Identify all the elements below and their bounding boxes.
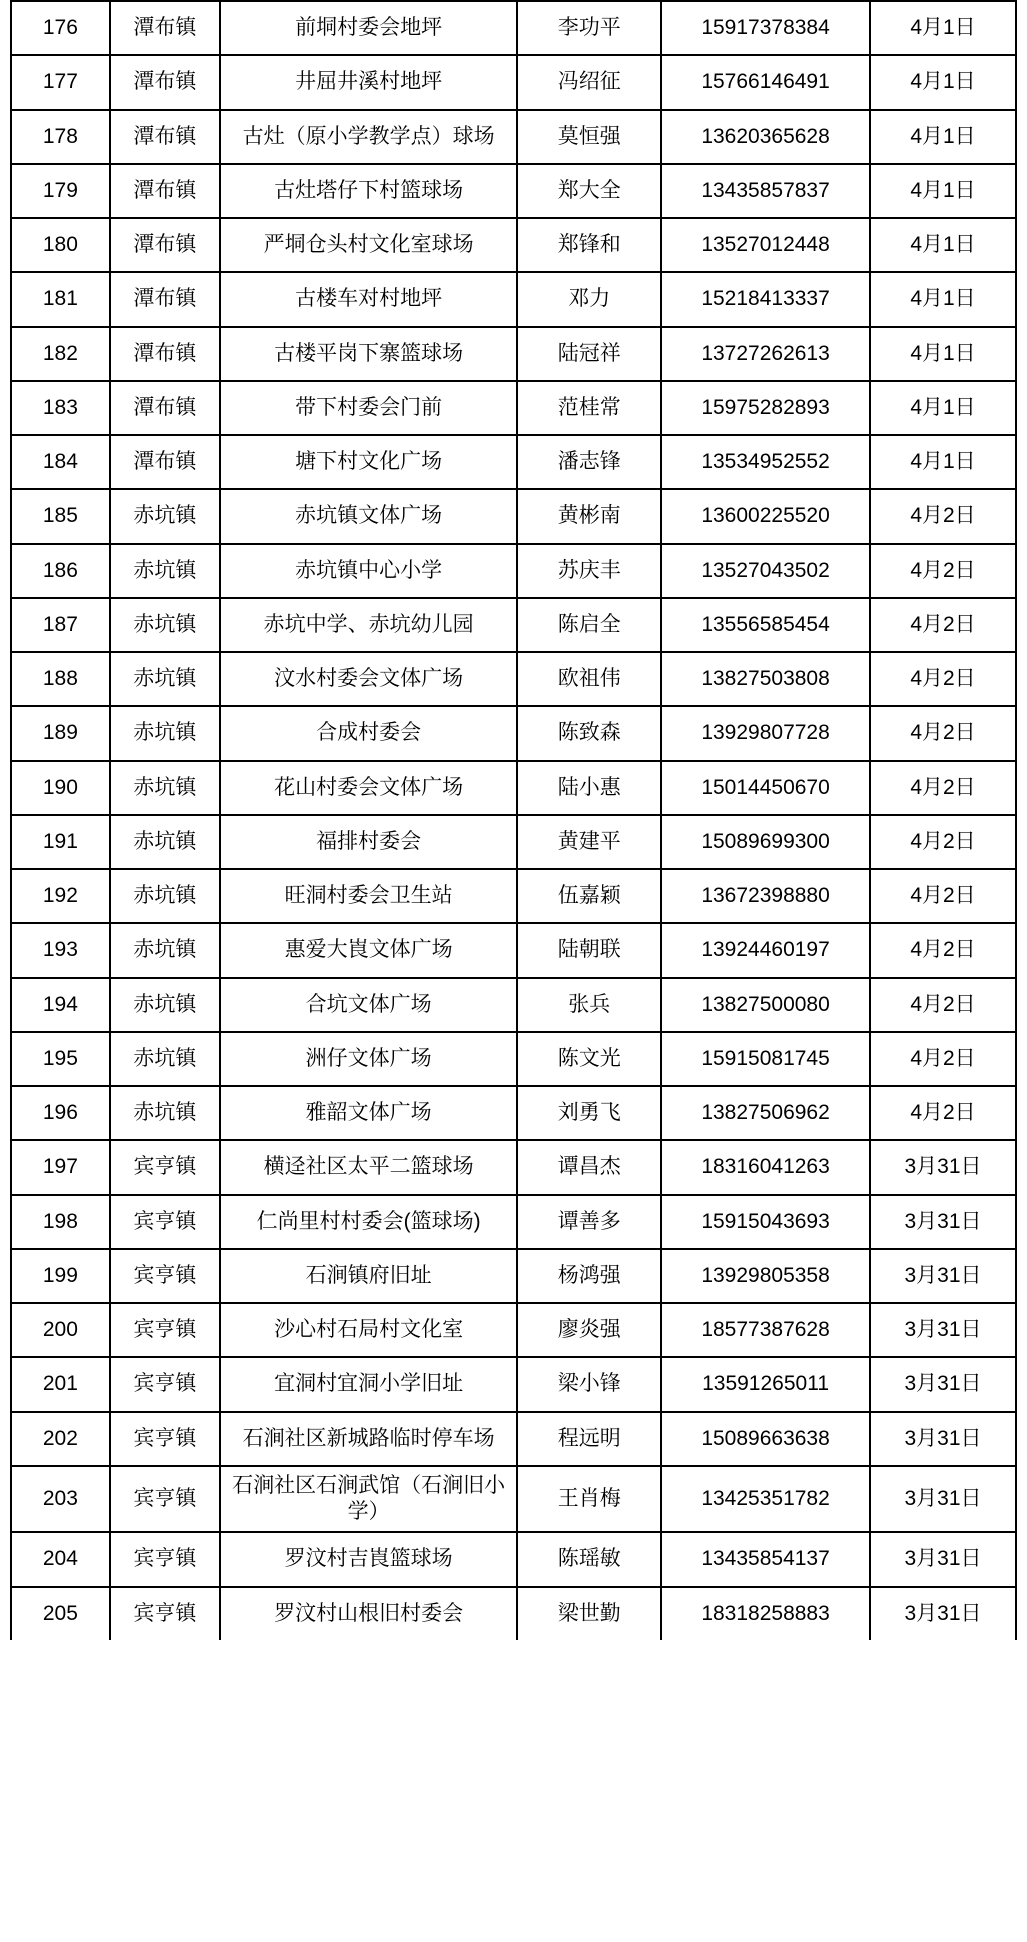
row-date-cell: 4月1日 [870, 164, 1016, 218]
row-phone-cell: 15089663638 [661, 1412, 870, 1466]
row-place-cell: 石涧社区新城路临时停车场 [220, 1412, 518, 1466]
row-town-cell: 赤坑镇 [110, 706, 220, 760]
row-date-cell: 3月31日 [870, 1303, 1016, 1357]
row-contact-name-cell: 郑大全 [517, 164, 661, 218]
row-date-cell: 4月2日 [870, 761, 1016, 815]
row-contact-name-cell: 黄建平 [517, 815, 661, 869]
row-place-cell: 赤坑镇中心小学 [220, 544, 518, 598]
table-row [11, 1140, 1016, 1194]
table-row [11, 435, 1016, 489]
row-date-cell: 4月1日 [870, 1, 1016, 55]
row-town-cell: 潭布镇 [110, 435, 220, 489]
table-row [11, 1587, 1016, 1640]
row-date-cell: 3月31日 [870, 1195, 1016, 1249]
row-index-cell: 199 [11, 1249, 110, 1303]
row-index-cell: 177 [11, 55, 110, 109]
row-date-cell: 4月2日 [870, 652, 1016, 706]
table-row [11, 1412, 1016, 1466]
row-place-cell: 严垌仓头村文化室球场 [220, 218, 518, 272]
row-index-cell: 179 [11, 164, 110, 218]
row-index-cell: 182 [11, 327, 110, 381]
table-row [11, 869, 1016, 923]
table-row [11, 1303, 1016, 1357]
row-town-cell: 潭布镇 [110, 327, 220, 381]
row-phone-cell: 13534952552 [661, 435, 870, 489]
row-place-cell: 赤坑镇文体广场 [220, 489, 518, 543]
row-place-cell: 罗汶村山根旧村委会 [220, 1587, 518, 1640]
row-contact-name-cell: 苏庆丰 [517, 544, 661, 598]
row-phone-cell: 15014450670 [661, 761, 870, 815]
table-row [11, 598, 1016, 652]
table-row [11, 1086, 1016, 1140]
row-town-cell: 赤坑镇 [110, 1086, 220, 1140]
row-date-cell: 4月1日 [870, 55, 1016, 109]
row-place-cell: 雅韶文体广场 [220, 1086, 518, 1140]
row-town-cell: 赤坑镇 [110, 815, 220, 869]
row-phone-cell: 13727262613 [661, 327, 870, 381]
row-date-cell: 4月2日 [870, 1086, 1016, 1140]
row-contact-name-cell: 黄彬南 [517, 489, 661, 543]
row-place-cell: 汶水村委会文体广场 [220, 652, 518, 706]
row-contact-name-cell: 陈瑶敏 [517, 1532, 661, 1586]
row-contact-name-cell: 王肖梅 [517, 1466, 661, 1533]
row-index-cell: 202 [11, 1412, 110, 1466]
row-phone-cell: 13527012448 [661, 218, 870, 272]
row-place-cell: 塘下村文化广场 [220, 435, 518, 489]
row-date-cell: 4月1日 [870, 218, 1016, 272]
row-phone-cell: 15766146491 [661, 55, 870, 109]
row-date-cell: 4月1日 [870, 381, 1016, 435]
row-contact-name-cell: 欧祖伟 [517, 652, 661, 706]
row-town-cell: 宾亨镇 [110, 1357, 220, 1411]
row-date-cell: 4月2日 [870, 1032, 1016, 1086]
row-phone-cell: 18577387628 [661, 1303, 870, 1357]
row-town-cell: 宾亨镇 [110, 1412, 220, 1466]
row-town-cell: 潭布镇 [110, 1, 220, 55]
row-index-cell: 189 [11, 706, 110, 760]
row-index-cell: 191 [11, 815, 110, 869]
table-row [11, 55, 1016, 109]
row-town-cell: 赤坑镇 [110, 869, 220, 923]
row-index-cell: 183 [11, 381, 110, 435]
table-row [11, 272, 1016, 326]
row-index-cell: 186 [11, 544, 110, 598]
table-row [11, 1, 1016, 55]
row-contact-name-cell: 陆小惠 [517, 761, 661, 815]
row-date-cell: 4月2日 [870, 869, 1016, 923]
table-row [11, 164, 1016, 218]
row-date-cell: 3月31日 [870, 1357, 1016, 1411]
row-town-cell: 宾亨镇 [110, 1303, 220, 1357]
row-contact-name-cell: 范桂常 [517, 381, 661, 435]
table-row [11, 978, 1016, 1032]
row-phone-cell: 15975282893 [661, 381, 870, 435]
row-contact-name-cell: 莫恒强 [517, 110, 661, 164]
row-index-cell: 187 [11, 598, 110, 652]
row-index-cell: 180 [11, 218, 110, 272]
row-index-cell: 188 [11, 652, 110, 706]
row-date-cell: 3月31日 [870, 1140, 1016, 1194]
row-place-cell: 合成村委会 [220, 706, 518, 760]
row-place-cell: 石涧社区石涧武馆（石涧旧小学） [220, 1466, 518, 1533]
row-phone-cell: 13527043502 [661, 544, 870, 598]
row-phone-cell: 13672398880 [661, 869, 870, 923]
row-place-cell: 古灶塔仔下村篮球场 [220, 164, 518, 218]
row-contact-name-cell: 陈致森 [517, 706, 661, 760]
row-place-cell: 花山村委会文体广场 [220, 761, 518, 815]
row-town-cell: 赤坑镇 [110, 1032, 220, 1086]
table-row [11, 1466, 1016, 1533]
row-town-cell: 赤坑镇 [110, 598, 220, 652]
row-index-cell: 192 [11, 869, 110, 923]
row-contact-name-cell: 冯绍征 [517, 55, 661, 109]
row-town-cell: 赤坑镇 [110, 544, 220, 598]
table-row [11, 489, 1016, 543]
row-contact-name-cell: 谭昌杰 [517, 1140, 661, 1194]
row-date-cell: 3月31日 [870, 1466, 1016, 1533]
row-contact-name-cell: 廖炎强 [517, 1303, 661, 1357]
row-date-cell: 4月1日 [870, 110, 1016, 164]
row-index-cell: 193 [11, 923, 110, 977]
row-index-cell: 185 [11, 489, 110, 543]
row-phone-cell: 15089699300 [661, 815, 870, 869]
row-town-cell: 潭布镇 [110, 381, 220, 435]
table-row [11, 761, 1016, 815]
schedule-table [10, 0, 1017, 1640]
row-index-cell: 195 [11, 1032, 110, 1086]
row-contact-name-cell: 郑锋和 [517, 218, 661, 272]
row-contact-name-cell: 谭善多 [517, 1195, 661, 1249]
row-town-cell: 赤坑镇 [110, 923, 220, 977]
row-index-cell: 203 [11, 1466, 110, 1533]
row-phone-cell: 13591265011 [661, 1357, 870, 1411]
row-place-cell: 仁尚里村村委会(篮球场) [220, 1195, 518, 1249]
row-index-cell: 204 [11, 1532, 110, 1586]
row-town-cell: 潭布镇 [110, 110, 220, 164]
row-phone-cell: 18318258883 [661, 1587, 870, 1640]
row-date-cell: 4月1日 [870, 272, 1016, 326]
table-row [11, 1032, 1016, 1086]
row-date-cell: 4月1日 [870, 435, 1016, 489]
table-row [11, 1249, 1016, 1303]
row-phone-cell: 13435854137 [661, 1532, 870, 1586]
row-date-cell: 4月2日 [870, 598, 1016, 652]
row-phone-cell: 18316041263 [661, 1140, 870, 1194]
row-date-cell: 4月2日 [870, 544, 1016, 598]
row-place-cell: 惠爱大崀文体广场 [220, 923, 518, 977]
row-date-cell: 3月31日 [870, 1249, 1016, 1303]
table-row [11, 110, 1016, 164]
row-phone-cell: 13425351782 [661, 1466, 870, 1533]
row-index-cell: 184 [11, 435, 110, 489]
table-row [11, 923, 1016, 977]
row-place-cell: 井屈井溪村地坪 [220, 55, 518, 109]
row-phone-cell: 13924460197 [661, 923, 870, 977]
row-place-cell: 宜洞村宜洞小学旧址 [220, 1357, 518, 1411]
row-contact-name-cell: 陈文光 [517, 1032, 661, 1086]
row-town-cell: 赤坑镇 [110, 489, 220, 543]
row-place-cell: 赤坑中学、赤坑幼儿园 [220, 598, 518, 652]
row-place-cell: 横迳社区太平二篮球场 [220, 1140, 518, 1194]
row-contact-name-cell: 陆朝联 [517, 923, 661, 977]
row-phone-cell: 13435857837 [661, 164, 870, 218]
table-row [11, 327, 1016, 381]
table-row [11, 652, 1016, 706]
row-index-cell: 194 [11, 978, 110, 1032]
row-contact-name-cell: 潘志锋 [517, 435, 661, 489]
row-town-cell: 宾亨镇 [110, 1249, 220, 1303]
row-contact-name-cell: 梁小锋 [517, 1357, 661, 1411]
row-phone-cell: 15915043693 [661, 1195, 870, 1249]
row-phone-cell: 13620365628 [661, 110, 870, 164]
row-date-cell: 4月2日 [870, 706, 1016, 760]
row-town-cell: 宾亨镇 [110, 1140, 220, 1194]
table-row [11, 1357, 1016, 1411]
row-date-cell: 4月2日 [870, 978, 1016, 1032]
table-row [11, 706, 1016, 760]
row-place-cell: 古楼车对村地坪 [220, 272, 518, 326]
row-contact-name-cell: 邓力 [517, 272, 661, 326]
row-phone-cell: 13600225520 [661, 489, 870, 543]
row-index-cell: 200 [11, 1303, 110, 1357]
row-contact-name-cell: 刘勇飞 [517, 1086, 661, 1140]
row-index-cell: 178 [11, 110, 110, 164]
row-phone-cell: 13556585454 [661, 598, 870, 652]
row-place-cell: 沙心村石局村文化室 [220, 1303, 518, 1357]
row-town-cell: 赤坑镇 [110, 761, 220, 815]
row-index-cell: 205 [11, 1587, 110, 1640]
row-town-cell: 潭布镇 [110, 218, 220, 272]
row-town-cell: 宾亨镇 [110, 1195, 220, 1249]
row-place-cell: 合坑文体广场 [220, 978, 518, 1032]
table-row [11, 218, 1016, 272]
row-place-cell: 罗汶村吉崀篮球场 [220, 1532, 518, 1586]
row-place-cell: 洲仔文体广场 [220, 1032, 518, 1086]
row-place-cell: 旺洞村委会卫生站 [220, 869, 518, 923]
row-index-cell: 181 [11, 272, 110, 326]
row-date-cell: 3月31日 [870, 1532, 1016, 1586]
row-town-cell: 赤坑镇 [110, 978, 220, 1032]
row-date-cell: 4月2日 [870, 815, 1016, 869]
row-place-cell: 古灶（原小学教学点）球场 [220, 110, 518, 164]
row-contact-name-cell: 程远明 [517, 1412, 661, 1466]
row-phone-cell: 13827503808 [661, 652, 870, 706]
row-phone-cell: 15218413337 [661, 272, 870, 326]
row-place-cell: 石涧镇府旧址 [220, 1249, 518, 1303]
row-contact-name-cell: 陈启全 [517, 598, 661, 652]
row-town-cell: 潭布镇 [110, 272, 220, 326]
row-index-cell: 176 [11, 1, 110, 55]
row-town-cell: 赤坑镇 [110, 652, 220, 706]
row-index-cell: 196 [11, 1086, 110, 1140]
row-date-cell: 4月2日 [870, 923, 1016, 977]
row-place-cell: 古楼平岗下寨篮球场 [220, 327, 518, 381]
row-phone-cell: 15915081745 [661, 1032, 870, 1086]
table-row [11, 1195, 1016, 1249]
table-row [11, 1532, 1016, 1586]
row-date-cell: 3月31日 [870, 1412, 1016, 1466]
row-index-cell: 197 [11, 1140, 110, 1194]
table-row [11, 381, 1016, 435]
row-place-cell: 福排村委会 [220, 815, 518, 869]
row-phone-cell: 13929805358 [661, 1249, 870, 1303]
row-phone-cell: 15917378384 [661, 1, 870, 55]
row-contact-name-cell: 梁世勤 [517, 1587, 661, 1640]
row-town-cell: 宾亨镇 [110, 1466, 220, 1533]
row-contact-name-cell: 陆冠祥 [517, 327, 661, 381]
row-index-cell: 190 [11, 761, 110, 815]
row-town-cell: 宾亨镇 [110, 1587, 220, 1640]
row-town-cell: 潭布镇 [110, 164, 220, 218]
row-town-cell: 潭布镇 [110, 55, 220, 109]
row-date-cell: 4月1日 [870, 327, 1016, 381]
table-row [11, 544, 1016, 598]
row-contact-name-cell: 杨鸿强 [517, 1249, 661, 1303]
row-town-cell: 宾亨镇 [110, 1532, 220, 1586]
row-place-cell: 带下村委会门前 [220, 381, 518, 435]
row-contact-name-cell: 伍嘉颖 [517, 869, 661, 923]
row-phone-cell: 13827500080 [661, 978, 870, 1032]
row-index-cell: 201 [11, 1357, 110, 1411]
row-contact-name-cell: 张兵 [517, 978, 661, 1032]
row-phone-cell: 13929807728 [661, 706, 870, 760]
row-place-cell: 前垌村委会地坪 [220, 1, 518, 55]
table-row [11, 815, 1016, 869]
row-contact-name-cell: 李功平 [517, 1, 661, 55]
row-date-cell: 4月2日 [870, 489, 1016, 543]
row-index-cell: 198 [11, 1195, 110, 1249]
row-date-cell: 3月31日 [870, 1587, 1016, 1640]
row-phone-cell: 13827506962 [661, 1086, 870, 1140]
